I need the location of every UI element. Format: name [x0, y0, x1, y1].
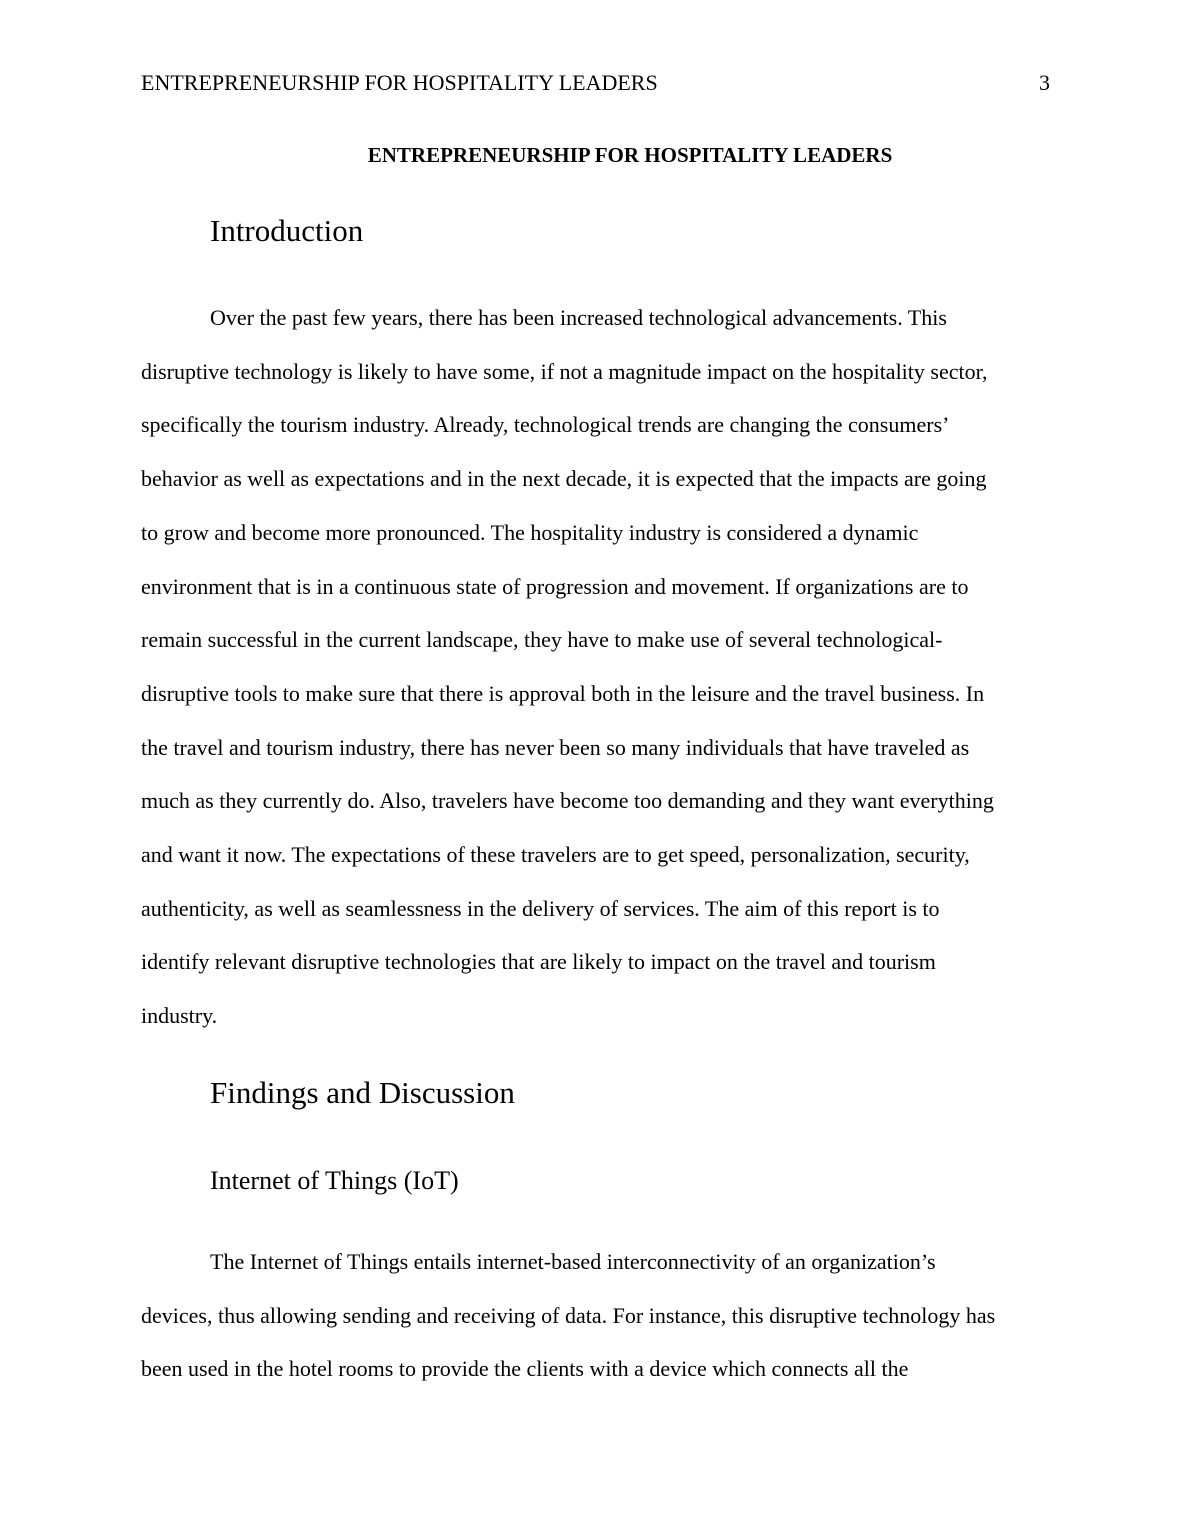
heading-internet-of-things: Internet of Things (IoT) — [210, 1166, 459, 1195]
iot-paragraph — [141, 1235, 1047, 1396]
paragraph-line: The Internet of Things entails internet-based interconnectivity of an organization’s — [210, 1249, 936, 1274]
paragraph-line: been used in the hotel rooms to provide the clients with a device which connects all the — [141, 1356, 909, 1382]
paragraph-line: specifically the tourism industry. Already, technological trends are changing the consumers’ — [141, 412, 950, 438]
running-head: ENTREPRENEURSHIP FOR HOSPITALITY LEADERS — [141, 70, 658, 95]
paragraph-line: devices, thus allowing sending and receiving of data. For instance, this disruptive technology has — [141, 1302, 996, 1328]
paragraph-line: identify relevant disruptive technologies that are likely to impact on the travel and tourism — [141, 949, 936, 975]
paragraph-line: Over the past few years, there has been increased technological advancements. This — [210, 305, 947, 330]
paragraph-line: authenticity, as well as seamlessness in the delivery of services. The aim of this report is to — [141, 895, 940, 921]
paragraph-line: disruptive technology is likely to have some, if not a magnitude impact on the hospitality sector, — [141, 358, 988, 384]
paragraph-line: and want it now. The expectations of these travelers are to get speed, personalization, security, — [141, 842, 970, 868]
paragraph-line: behavior as well as expectations and in the next decade, it is expected that the impacts are going — [141, 466, 987, 492]
page-number: 3 — [1039, 70, 1050, 95]
paragraph-line: environment that is in a continuous state of progression and movement. If organizations are to — [141, 573, 969, 599]
paragraph-line: to grow and become more pronounced. The hospitality industry is considered a dynamic — [141, 519, 919, 545]
paragraph-line: industry. — [141, 1003, 218, 1029]
paragraph-line: much as they currently do. Also, travelers have become too demanding and they want everything — [141, 788, 994, 814]
paragraph-line: the travel and tourism industry, there has never been so many individuals that have traveled as — [141, 734, 970, 760]
heading-introduction: Introduction — [210, 213, 364, 248]
introduction-paragraph — [141, 291, 1047, 1043]
heading-findings-and-discussion: Findings and Discussion — [210, 1075, 515, 1110]
document-title: ENTREPRENEURSHIP FOR HOSPITALITY LEADERS — [367, 143, 893, 167]
paragraph-line: remain successful in the current landscape, they have to make use of several technological- — [141, 627, 943, 653]
paragraph-line: disruptive tools to make sure that there is approval both in the leisure and the travel business. In — [141, 680, 985, 706]
